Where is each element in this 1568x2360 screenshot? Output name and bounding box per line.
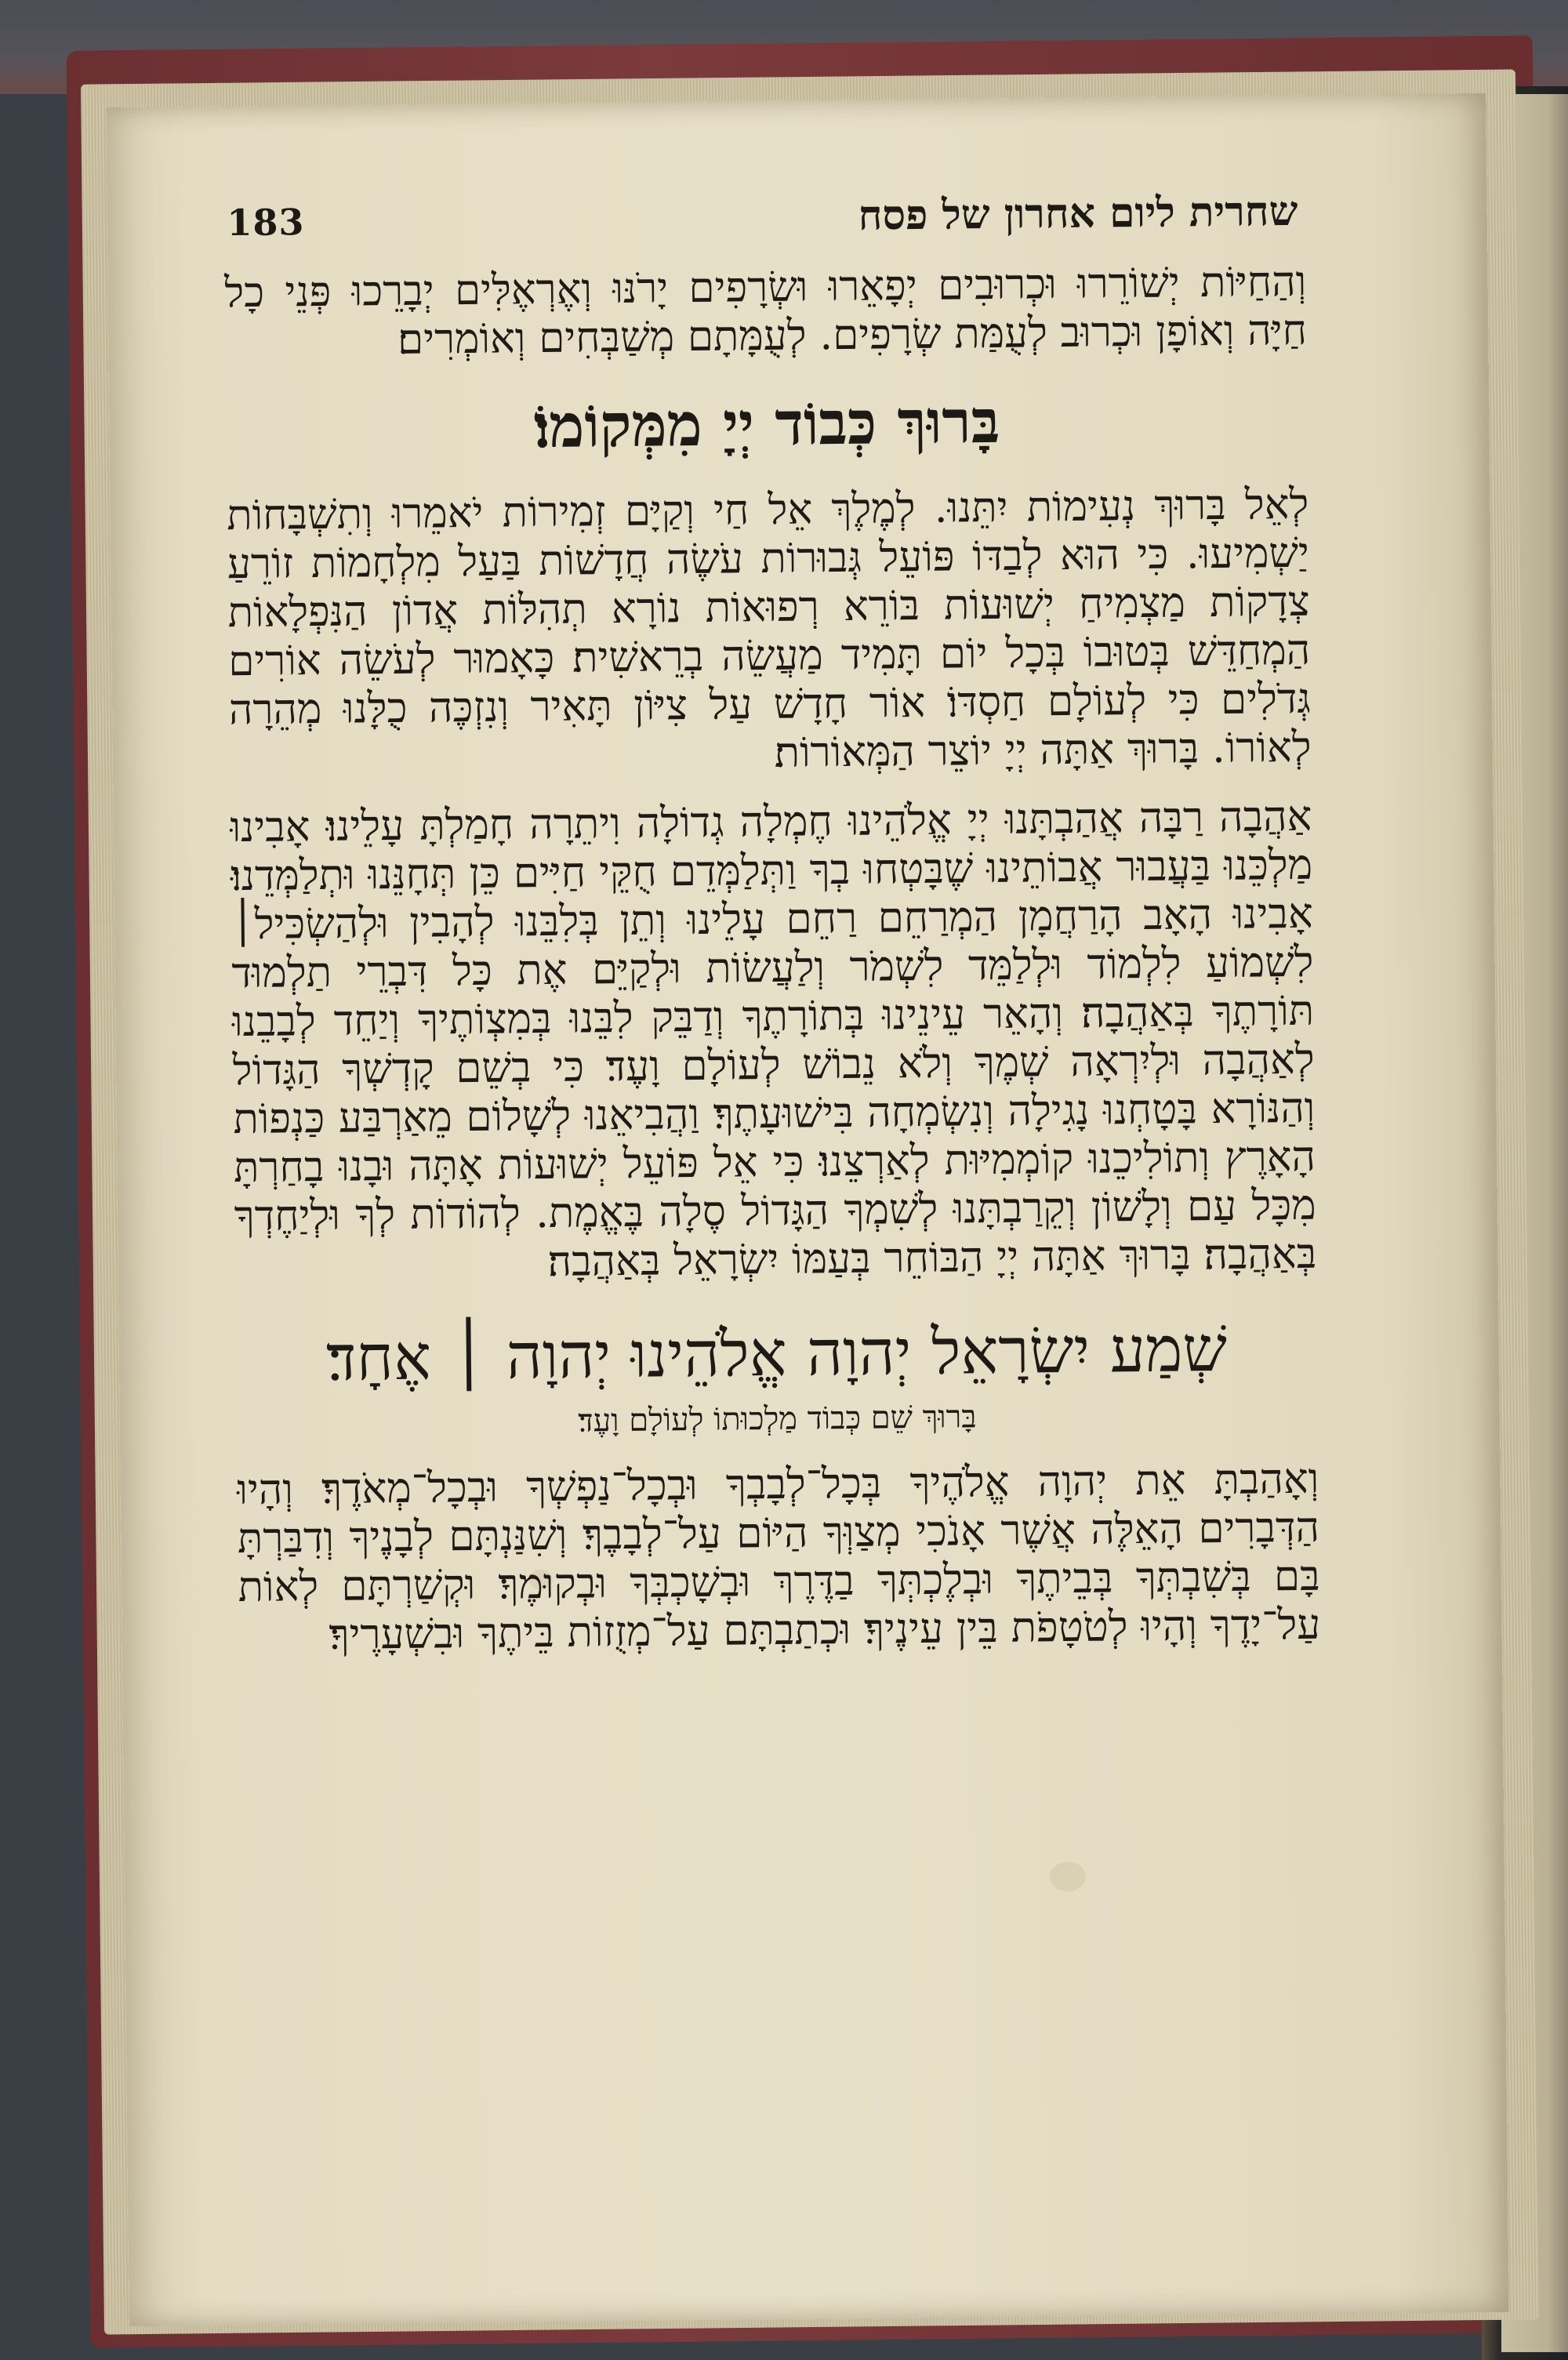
paragraph-intro: וְהַחַיּוֹת יְשׁוֹרֵרוּ וּכְרוּבִים יְפָאֵרוּ וּשְׂרָפִים יָרֹנּוּ וְאֶרְאֶלִּים יְבָרֵכוּ פְּנֵי כָל חַיָּה וְאוֹפָן וּכְרוּב לְעֻמַּת שְׂרָפִים. לְעֻמָּתָם מְשַׁבְּחִים וְאוֹמְרִים׃ — [224, 257, 1308, 364]
paper-stain — [1050, 1861, 1086, 1891]
shema-subline: בָּרוּךְ שֵׁם כְּבוֹד מַלְכוּתוֹ לְעוֹלָם וָעֶד׃ — [578, 1399, 977, 1440]
running-title: שחרית ליום אחרון של פסח — [858, 187, 1298, 240]
page-number: 183 — [227, 201, 305, 245]
page-text — [223, 183, 1321, 1661]
paragraph-veahavta: וְאָהַבְתָּ אֵת יְהוָה אֱלֹהֶיךָ בְּכָל־לְבָבְךָ וּבְכָל־נַפְשְׁךָ וּבְכָל־מְאֹדֶךָ׃ וְהָיוּ הַדְּבָרִים הָאֵלֶּה אֲשֶׁר אָנֹכִי מְצַוְּךָ הַיּוֹם עַל־לְבָבֶךָ׃ וְשִׁנַּנְתָּם לְבָנֶיךָ וְדִבַּרְתָּ בָּם בְּשִׁבְתְּךָ בְּבֵיתֶךָ וּבְלֶכְתְּךָ בַדֶּרֶךְ וּבְשָׁכְבְּךָ וּבְקוּמֶךָ׃ וּקְשַׁרְתָּם לְאוֹת עַל־יָדֶךָ וְהָיוּ לְטֹטָפֹת בֵּין עֵינֶיךָ׃ וּכְתַבְתָּם עַל־מְזֻזוֹת בֵּיתֶךָ וּבִשְׁעָרֶיךָ׃ — [237, 1454, 1321, 1659]
paragraph-leel-baruch: לְאֵל בָּרוּךְ נְעִימוֹת יִתֵּנוּ. לְמֶלֶךְ אֵל חַי וְקַיָּם זְמִירוֹת יֹאמֵרוּ וְתִשְׁבָּחוֹת יַשְׁמִיעוּ. כִּי הוּא לְבַדּוֹ פּוֹעֵל גְּבוּרוֹת עֹשֶׂה חֲדָשׁוֹת בַּעַל מִלְחָמוֹת זוֹרֵעַ צְדָקוֹת מַצְמִיחַ יְשׁוּעוֹת בּוֹרֵא רְפוּאוֹת נוֹרָא תְהִלּוֹת אֲדוֹן הַנִּפְלָאוֹת הַמְחַדֵּשׁ בְּטוּבוֹ בְּכָל יוֹם תָּמִיד מַעֲשֵׂה בְרֵאשִׁית׃ כָּאָמוּר לְעֹשֵׂה אוֹרִים גְּדֹלִים כִּי לְעוֹלָם חַסְדּוֹ׃ אוֹר חָדָשׁ עַל צִיּוֹן תָּאִיר וְנִזְכֶּה כֻלָּנוּ מְהֵרָה לְאוֹרוֹ. בָּרוּךְ אַתָּה יְיָ יוֹצֵר הַמְּאוֹרוֹת׃ — [227, 480, 1312, 777]
heading-shema: שְׁמַע יִשְׂרָאֵל יְהוָה אֱלֹהֵינוּ יְהוָה ׀ אֶחָד׃ — [325, 1312, 1228, 1395]
running-header — [223, 183, 1306, 256]
heading-baruch-kevod: בָּרוּךְ כְּבוֹד יְיָ מִמְּקוֹמוֹ׃ — [533, 386, 1000, 462]
paragraph-ahava-raba: אַהֲבָה רַבָּה אֲהַבְתָּנוּ יְיָ אֱלֹהֵינוּ חֶמְלָה גְדוֹלָה וִיתֵרָה חָמַלְתָּ עָלֵינוּ׃ אָבִינוּ מַלְכֵּנוּ בַּעֲבוּר אֲבוֹתֵינוּ שֶׁבָּטְחוּ בְךָ וַתְּלַמְּדֵם חֻקֵּי חַיִּים כֵּן תְּחָנֵּנוּ וּתְלַמְּדֵנוּ׃ אָבִינוּ הָאָב הָרַחֲמָן הַמְרַחֵם רַחֵם עָלֵינוּ וְתֵן בְּלִבֵּנוּ לְהָבִין וּלְהַשְׂכִּיל׀ לִשְׁמוֹעַ לִלְמוֹד וּלְלַמֵּד לִשְׁמֹר וְלַעֲשׂוֹת וּלְקַיֵּם אֶת כָּל דִּבְרֵי תַלְמוּד תּוֹרָתֶךָ בְּאַהֲבָה׃ וְהָאֵר עֵינֵינוּ בְּתוֹרָתֶךָ וְדַבֵּק לִבֵּנוּ בְּמִצְוֹתֶיךָ וְיַחֵד לְבָבֵנוּ לְאַהֲבָה וּלְיִרְאָה שְׁמֶךָ וְלֹא נֵבוֹשׁ לְעוֹלָם וָעֶד׃ כִּי בְשֵׁם קָדְשְׁךָ הַגָּדוֹל וְהַנּוֹרָא בָּטָחְנוּ נָגִילָה וְנִשְׂמְחָה בִּישׁוּעָתֶךָ׃ וַהֲבִיאֵנוּ לְשָׁלוֹם מֵאַרְבַּע כַּנְפוֹת הָאָרֶץ וְתוֹלִיכֵנוּ קוֹמְמִיּוּת לְאַרְצֵנוּ׃ כִּי אֵל פּוֹעֵל יְשׁוּעוֹת אָתָּה וּבָנוּ בָחַרְתָּ מִכָּל עַם וְלָשׁוֹן וְקֵרַבְתָּנוּ לְשִׁמְךָ הַגָּדוֹל סֶלָה בֶּאֱמֶת. לְהוֹדוֹת לְךָ וּלְיַחֶדְךָ בְּאַהֲבָה׃ בָּרוּךְ אַתָּה יְיָ הַבּוֹחֵר בְּעַמּוֹ יִשְׂרָאֵל בְּאַהֲבָה׃ — [230, 792, 1317, 1286]
